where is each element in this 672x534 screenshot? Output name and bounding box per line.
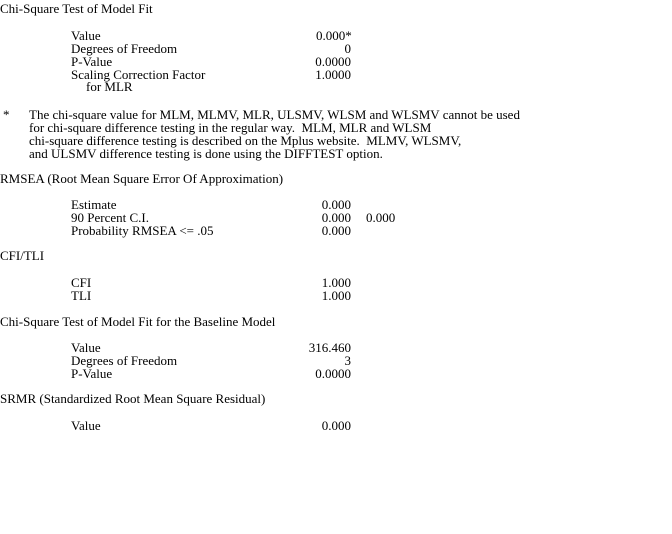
fit-row-value: 316.460 bbox=[308, 340, 351, 355]
footnote-marker: * bbox=[3, 107, 10, 122]
fit-row-label: Value bbox=[71, 28, 101, 43]
fit-row-value: 0.0000 bbox=[315, 54, 351, 69]
fit-row-label: Degrees of Freedom bbox=[71, 353, 178, 368]
footnote-line: The chi-square value for MLM, MLMV, MLR, ULSMV, WLSM and WLSMV cannot be used bbox=[29, 107, 520, 122]
fit-row-value: 0.000 bbox=[321, 223, 351, 238]
fit-row-value-upper: 0.000 bbox=[366, 210, 396, 225]
fit-row bbox=[0, 367, 672, 380]
fit-row-label: Value bbox=[71, 418, 101, 433]
fit-row-label: P-Value bbox=[71, 366, 113, 381]
fit-row-label: Degrees of Freedom bbox=[71, 41, 178, 56]
fit-row-label: P-Value bbox=[71, 54, 113, 69]
fit-row-value: 1.0000 bbox=[315, 67, 351, 82]
footnote-line: and ULSMV difference testing is done using the DIFFTEST option. bbox=[29, 146, 383, 161]
fit-row-label: Probability RMSEA <= .05 bbox=[71, 223, 214, 238]
fit-row bbox=[0, 289, 672, 302]
section-heading-cfi-tli: CFI/TLI bbox=[0, 248, 45, 263]
section-heading-rmsea: RMSEA (Root Mean Square Error Of Approximation) bbox=[0, 171, 284, 186]
fit-row-value: 1.000 bbox=[321, 288, 351, 303]
fit-row-value: 3 bbox=[344, 353, 351, 368]
fit-row-label: for MLR bbox=[86, 79, 133, 94]
fit-row-label: Scaling Correction Factor bbox=[71, 67, 206, 82]
fit-row-label: CFI bbox=[71, 275, 92, 290]
fit-row bbox=[0, 80, 672, 93]
fit-row bbox=[0, 419, 672, 432]
fit-row-value: 1.000 bbox=[321, 275, 351, 290]
footnote bbox=[0, 147, 672, 160]
fit-row: Value 0.000* bbox=[71, 28, 352, 43]
section-heading-baseline: Chi-Square Test of Model Fit for the Baseline Model bbox=[0, 314, 276, 329]
fit-row-label: TLI bbox=[71, 288, 92, 303]
fit-row-label: 90 Percent C.I. bbox=[71, 210, 149, 225]
section-heading-chi-square: Chi-Square Test of Model Fit bbox=[0, 1, 153, 16]
fit-row-value: 0.0000 bbox=[315, 366, 351, 381]
fit-row-value: 0.000 bbox=[321, 418, 351, 433]
section-heading-srmr: SRMR (Standardized Root Mean Square Residual) bbox=[0, 391, 266, 406]
fit-row-label: Estimate bbox=[71, 197, 117, 212]
footnote-line: for chi-square difference testing in the regular way. MLM, MLR and WLSM bbox=[29, 120, 432, 135]
fit-row-label: Value bbox=[71, 340, 101, 355]
fit-row bbox=[0, 224, 672, 237]
footnote-line: chi-square difference testing is described on the Mplus website. MLMV, WLSMV, bbox=[29, 133, 462, 148]
fit-row-value: 0 bbox=[344, 41, 351, 56]
fit-row-value: 0.000 bbox=[321, 210, 351, 225]
fit-row-value: 0.000 bbox=[321, 197, 351, 212]
